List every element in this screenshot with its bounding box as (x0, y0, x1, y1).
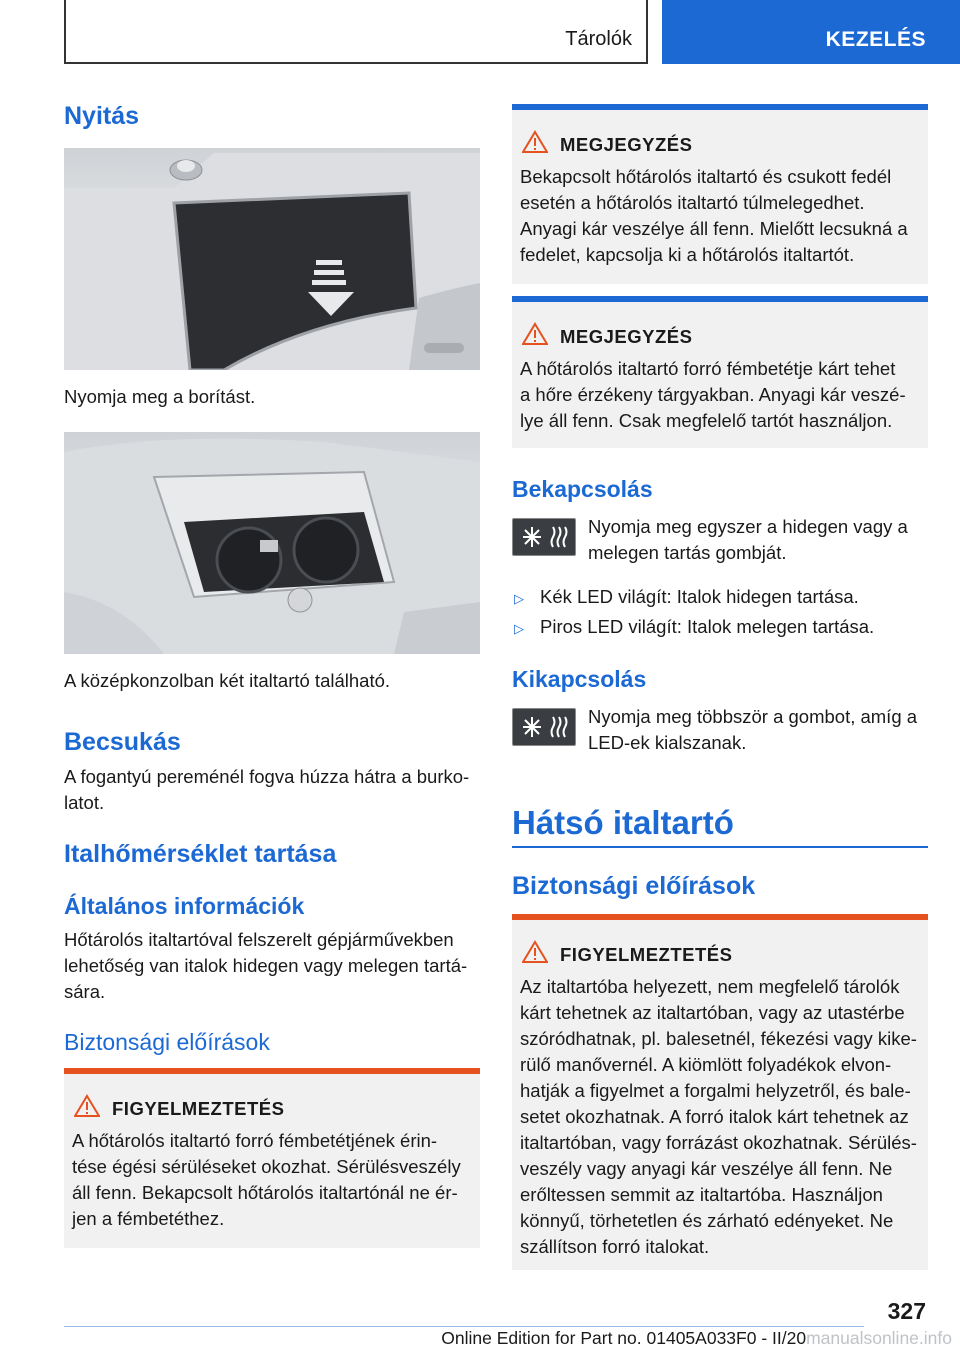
heading-rule (512, 846, 928, 848)
heading-safety-left: Biztonsági előírások (64, 1029, 270, 1055)
warning-title-left: FIGYELMEZTETÉS (112, 1098, 285, 1119)
warning-text-right: Az italtartóba helyezett, nem megfelelő tárolók kárt tehetnek az italtartóban, vagy az utastérbe szóródhatnak, pl. balesetnél, fékezési vagy kike- rülő manővernél. A kiömlött folyadékok elvon- hatják a figyelmet a forgalmi helyzetről, és bale- setet okozhatnak. A forró italok kárt tehetnek az italtartóban, vagy forrázást okozhatnak. Sérülés- veszély vagy anyagi kár veszélye áll fenn. Ne erőltessen semmit az italtartóba. Használjon könnyű, törhetetlen és zárható edényeket. Ne szállítson forró italokat. (520, 976, 917, 1257)
warning-text-left: A hőtárolós italtartó forró fémbetétjének érin- tése égési sérüléseket okozhat. Sérülésveszély áll fenn. Bekapcsolt hőtárolós italtartónál ne ér- jen a fémbetéthez. (72, 1130, 461, 1229)
note-title-2: MEGJEGYZÉS (560, 326, 693, 347)
heading-open: Nyitás (64, 102, 140, 130)
header-section-tab (662, 0, 960, 64)
note-text-1: Bekapcsolt hőtárolós italtartó és csukott fedél esetén a hőtárolós italtartó túlmelegedhet. Anyagi kár veszélye áll fenn. Mielőtt lecsukná a fedelet, kapcsolja ki a hőtárolós italtartót. (520, 166, 908, 265)
list-item-blue-led: Kék LED világít: Italok hidegen tartása. (540, 586, 859, 607)
close-text: A fogantyú pereménél fogva húzza hátra a burko- latot. (64, 766, 470, 813)
heading-general-info: Általános információk (64, 893, 305, 919)
note-title-1: MEGJEGYZÉS (560, 134, 693, 155)
note-text-2: A hőtárolós italtartó forró fémbetétje kárt tehet a hőre érzékeny tárgyakban. Anyagi kár veszé- lye áll fenn. Csak megfelelő tartót használjon. (520, 358, 906, 431)
header-title: Tárolók (565, 28, 632, 50)
note-box-1 (512, 104, 928, 284)
note-triangle-icon (522, 130, 548, 154)
page-number: 327 (887, 1298, 926, 1324)
header-section: KEZELÉS (825, 28, 926, 51)
list-bullet-icon: ▷ (514, 591, 524, 606)
watermark-text: manualsonline.info (806, 1328, 952, 1348)
heading-rear-cupholder: Hátsó italtartó (512, 804, 734, 841)
warning-title-right: FIGYELMEZTETÉS (560, 944, 733, 965)
switch-on-text: Nyomja meg egyszer a hidegen vagy a melegen tartás gombját. (588, 516, 908, 563)
caption-cupholders: A középkonzolban két italtartó található. (64, 670, 391, 691)
caption-cover: Nyomja meg a borítást. (64, 386, 256, 407)
photo-cupholders (64, 432, 480, 654)
general-info-text: Hőtárolós italtartóval felszerelt gépjárművekben lehetőség van italok hidegen vagy melegen tartá- sára. (64, 929, 468, 1002)
cool-heat-button-icon (512, 708, 576, 746)
heading-switch-on: Bekapcsolás (512, 476, 653, 502)
list-item-red-led: Piros LED világít: Italok melegen tartása. (540, 616, 875, 637)
heading-switch-off: Kikapcsolás (512, 666, 647, 692)
cool-heat-button-icon (512, 518, 576, 556)
footer-edition (441, 1328, 952, 1349)
header-title-box (64, 0, 648, 64)
edition-text: Online Edition for Part no. 01405A033F0 - II/20 (441, 1328, 807, 1348)
heading-close: Becsukás (64, 728, 181, 756)
warning-triangle-icon (74, 1094, 100, 1118)
list-bullet-icon: ▷ (514, 621, 524, 636)
warning-box-right (512, 914, 928, 1270)
note-triangle-icon (522, 322, 548, 346)
heading-safety-right: Biztonsági előírások (512, 872, 756, 900)
heading-temperature: Italhőmérséklet tartása (64, 840, 337, 868)
warning-box-left (64, 1068, 480, 1248)
footer-rule (64, 1326, 864, 1327)
note-box-2 (512, 296, 928, 448)
switch-off-text: Nyomja meg többször a gombot, amíg a LED-ek kialszanak. (588, 706, 918, 753)
warning-triangle-icon (522, 940, 548, 964)
photo-cover-closed (64, 148, 480, 370)
